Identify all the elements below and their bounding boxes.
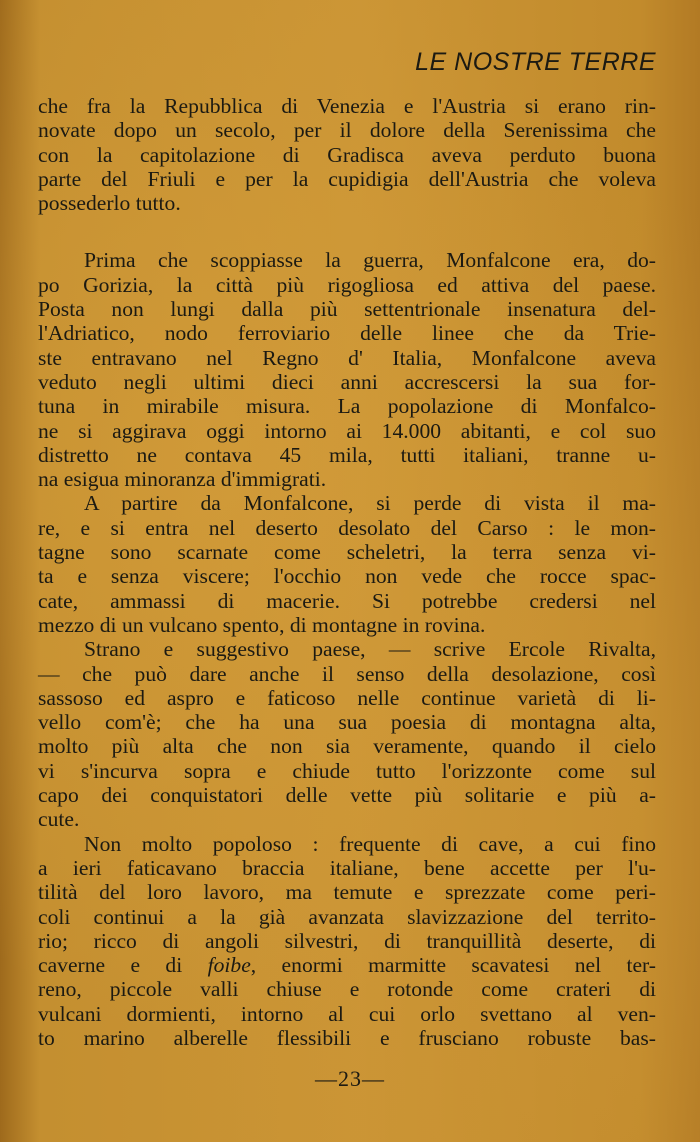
text-line: cate, ammassi di macerie. Si potrebbe credersi nel	[38, 588, 656, 613]
text-line: caverne e di foibe, enormi marmitte scavatesi nel ter-	[38, 953, 656, 978]
text-line: l'Adriatico, nodo ferroviario delle linee che da Trie-	[38, 321, 656, 346]
text-line: ta e senza viscere; l'occhio non vede che rocce spac-	[38, 564, 656, 589]
text-line: Non molto popoloso : frequente di cave, a cui fino	[84, 831, 656, 856]
text-line: con la capitolazione di Gradisca aveva perduto buona	[38, 142, 656, 167]
text-line: re, e si entra nel deserto desolato del Carso : le mon-	[38, 515, 656, 540]
paragraph-4	[38, 637, 656, 831]
text-line: tagne sono scarnate come scheletri, la terra senza vi-	[38, 540, 656, 565]
text-line: coli continui a la già avanzata slavizzazione del territo-	[38, 904, 656, 929]
page-number: —23—	[315, 1066, 385, 1091]
text-line: a ieri faticavano braccia italiane, bene accette per l'u-	[38, 855, 656, 880]
text-line: A partire da Monfalcone, si perde di vista il ma-	[84, 491, 656, 516]
text-line: sassoso ed aspro e faticoso nelle continue varietà di li-	[38, 685, 656, 710]
text-line: parte del Friuli e per la cupidigia dell'Austria che voleva	[38, 166, 656, 191]
text-line: cute.	[38, 807, 80, 832]
running-head: LE NOSTRE TERRE	[415, 48, 656, 76]
text-line: reno, piccole valli chiuse e rotonde come crateri di	[38, 977, 656, 1002]
text-line: Posta non lungi dalla più settentrionale insenatura del-	[38, 297, 656, 322]
text-line: vulcani dormienti, intorno al cui orlo svettano al ven-	[38, 1001, 656, 1026]
paragraph-2	[38, 248, 656, 491]
text-line: to marino alberelle flessibili e frusciano robuste bas-	[38, 1025, 656, 1050]
text-line: possederlo tutto.	[38, 191, 181, 216]
text-line: mezzo di un vulcano spento, di montagne in rovina.	[38, 612, 486, 637]
text-line: ste entravano nel Regno d' Italia, Monfalcone aveva	[38, 345, 656, 370]
paragraph-gap	[38, 215, 656, 248]
text-line: — che può dare anche il senso della desolazione, così	[38, 661, 656, 686]
paragraph-1	[38, 94, 656, 215]
text-line: na esigua minoranza d'immigrati.	[38, 467, 327, 492]
text-line: rio; ricco di angoli silvestri, di tranquillità deserte, di	[38, 928, 656, 953]
italic-term: foibe	[207, 953, 251, 978]
text-line: capo dei conquistatori delle vette più solitarie e più a-	[38, 783, 656, 808]
text-line: Prima che scoppiasse la guerra, Monfalcone era, do-	[84, 248, 656, 273]
text-line: Strano e suggestivo paese, — scrive Ercole Rivalta,	[84, 637, 656, 662]
text-line: molto più alta che non sia veramente, quando il cielo	[38, 734, 656, 759]
text-line: tilità del loro lavoro, ma temute e sprezzate come peri-	[38, 880, 656, 905]
body-text	[38, 94, 656, 1050]
text-line: ne si aggirava oggi intorno ai 14.000 abitanti, e col suo	[38, 418, 656, 443]
text-line: distretto ne contava 45 mila, tutti italiani, tranne u-	[38, 442, 656, 467]
text-line: vi s'incurva sopra e chiude tutto l'orizzonte come sul	[38, 758, 656, 783]
text-line: novate dopo un secolo, per il dolore della Serenissima che	[38, 118, 656, 143]
text-line: tuna in mirabile misura. La popolazione di Monfalco-	[38, 394, 656, 419]
text-line: vello com'è; che ha una sua poesia di montagna alta,	[38, 710, 656, 735]
paragraph-5	[38, 832, 656, 1051]
text-line: che fra la Repubblica di Venezia e l'Austria si erano rin-	[38, 94, 656, 118]
text-line: veduto negli ultimi dieci anni accrescersi la sua for-	[38, 369, 656, 394]
paragraph-3	[38, 491, 656, 637]
text-line: po Gorizia, la città più rigogliosa ed attiva del paese.	[38, 272, 656, 297]
